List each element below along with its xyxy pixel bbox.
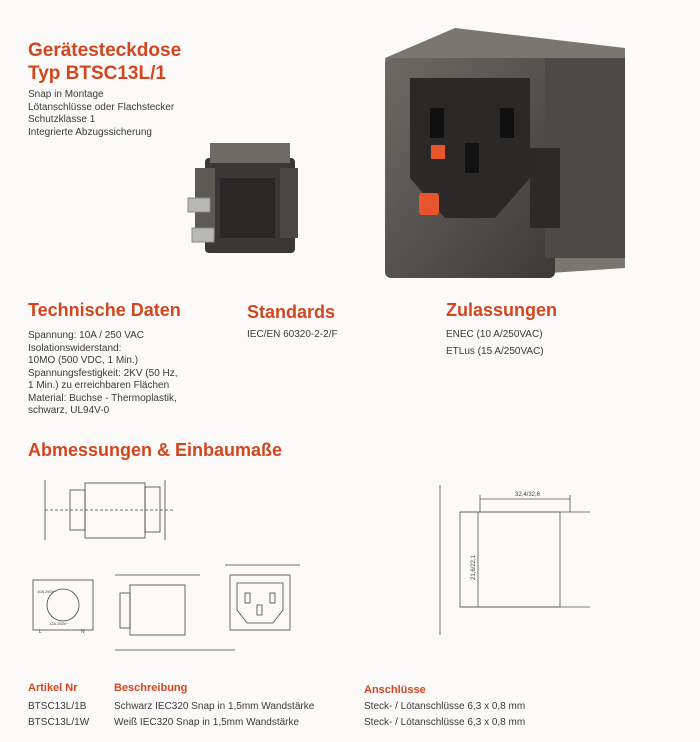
spec-line: schwarz, UL94V-0	[28, 405, 110, 416]
product-title: Gerätesteckdose	[28, 40, 182, 61]
tech-specs	[28, 330, 178, 418]
spec-line: Spannung: 10A / 250 VAC	[28, 330, 145, 341]
table-row-description: Weiß IEC320 Snap in 1,5mm Wandstärke	[114, 717, 300, 728]
panel-cutout-drawing	[420, 475, 610, 655]
table-header-article: Artikel Nr	[28, 682, 78, 694]
feature-list	[28, 89, 174, 139]
standards-heading: Standards	[247, 302, 336, 322]
drawing-label: 10A 250V~	[37, 589, 57, 594]
standards-text: IEC/EN 60320-2-2/F	[247, 329, 338, 340]
cutout-width-label: 32,4/32,6	[515, 492, 541, 498]
table-row-article: BTSC13L/1B	[28, 701, 87, 712]
table-row-connections: Steck- / Lötanschlüsse 6,3 x 0,8 mm	[364, 717, 526, 728]
table-header-connections: Anschlüsse	[364, 684, 426, 696]
approval-item: ENEC (10 A/250VAC)	[446, 329, 543, 340]
cutout-height-label: 21,6/22,1	[471, 554, 477, 580]
spec-line: Material: Buchse - Thermoplastik,	[28, 392, 177, 404]
approvals-heading: Zulassungen	[446, 300, 558, 320]
feature-item: Lötanschlüsse oder Flachstecker	[28, 101, 175, 113]
spec-line: 10MO (500 VDC, 1 Min.)	[28, 355, 139, 366]
table-row-connections: Steck- / Lötanschlüsse 6,3 x 0,8 mm	[364, 701, 526, 712]
approval-item: ETLus (15 A/250VAC)	[446, 346, 544, 357]
spec-line: Isolationswiderstand:	[28, 342, 122, 354]
drawing-label: 12A 250V~	[49, 621, 69, 626]
product-type: Typ BTSC13L/1	[28, 63, 166, 84]
approvals-list	[446, 326, 544, 360]
drawing-label: L	[39, 629, 42, 635]
spec-line: 1 Min.) zu erreichbaren Flächen	[28, 380, 170, 391]
tech-heading: Technische Daten	[28, 300, 181, 320]
table-row-description: Schwarz IEC320 Snap in 1,5mm Wandstärke	[114, 701, 315, 712]
drawing-label: N	[81, 629, 85, 635]
feature-item: Schutzklasse 1	[28, 114, 96, 125]
dimensions-heading: Abmessungen & Einbaumaße	[28, 440, 283, 460]
small-product-photo	[180, 138, 320, 268]
feature-item: Integrierte Abzugssicherung	[28, 126, 152, 138]
spec-line: Spannungsfestigkeit: 2KV (50 Hz,	[28, 367, 178, 379]
feature-item: Snap in Montage	[28, 89, 104, 100]
technical-drawings	[25, 475, 325, 670]
table-row-article: BTSC13L/1W	[28, 717, 90, 728]
large-product-photo	[355, 18, 635, 308]
table-header-description: Beschreibung	[114, 682, 188, 694]
